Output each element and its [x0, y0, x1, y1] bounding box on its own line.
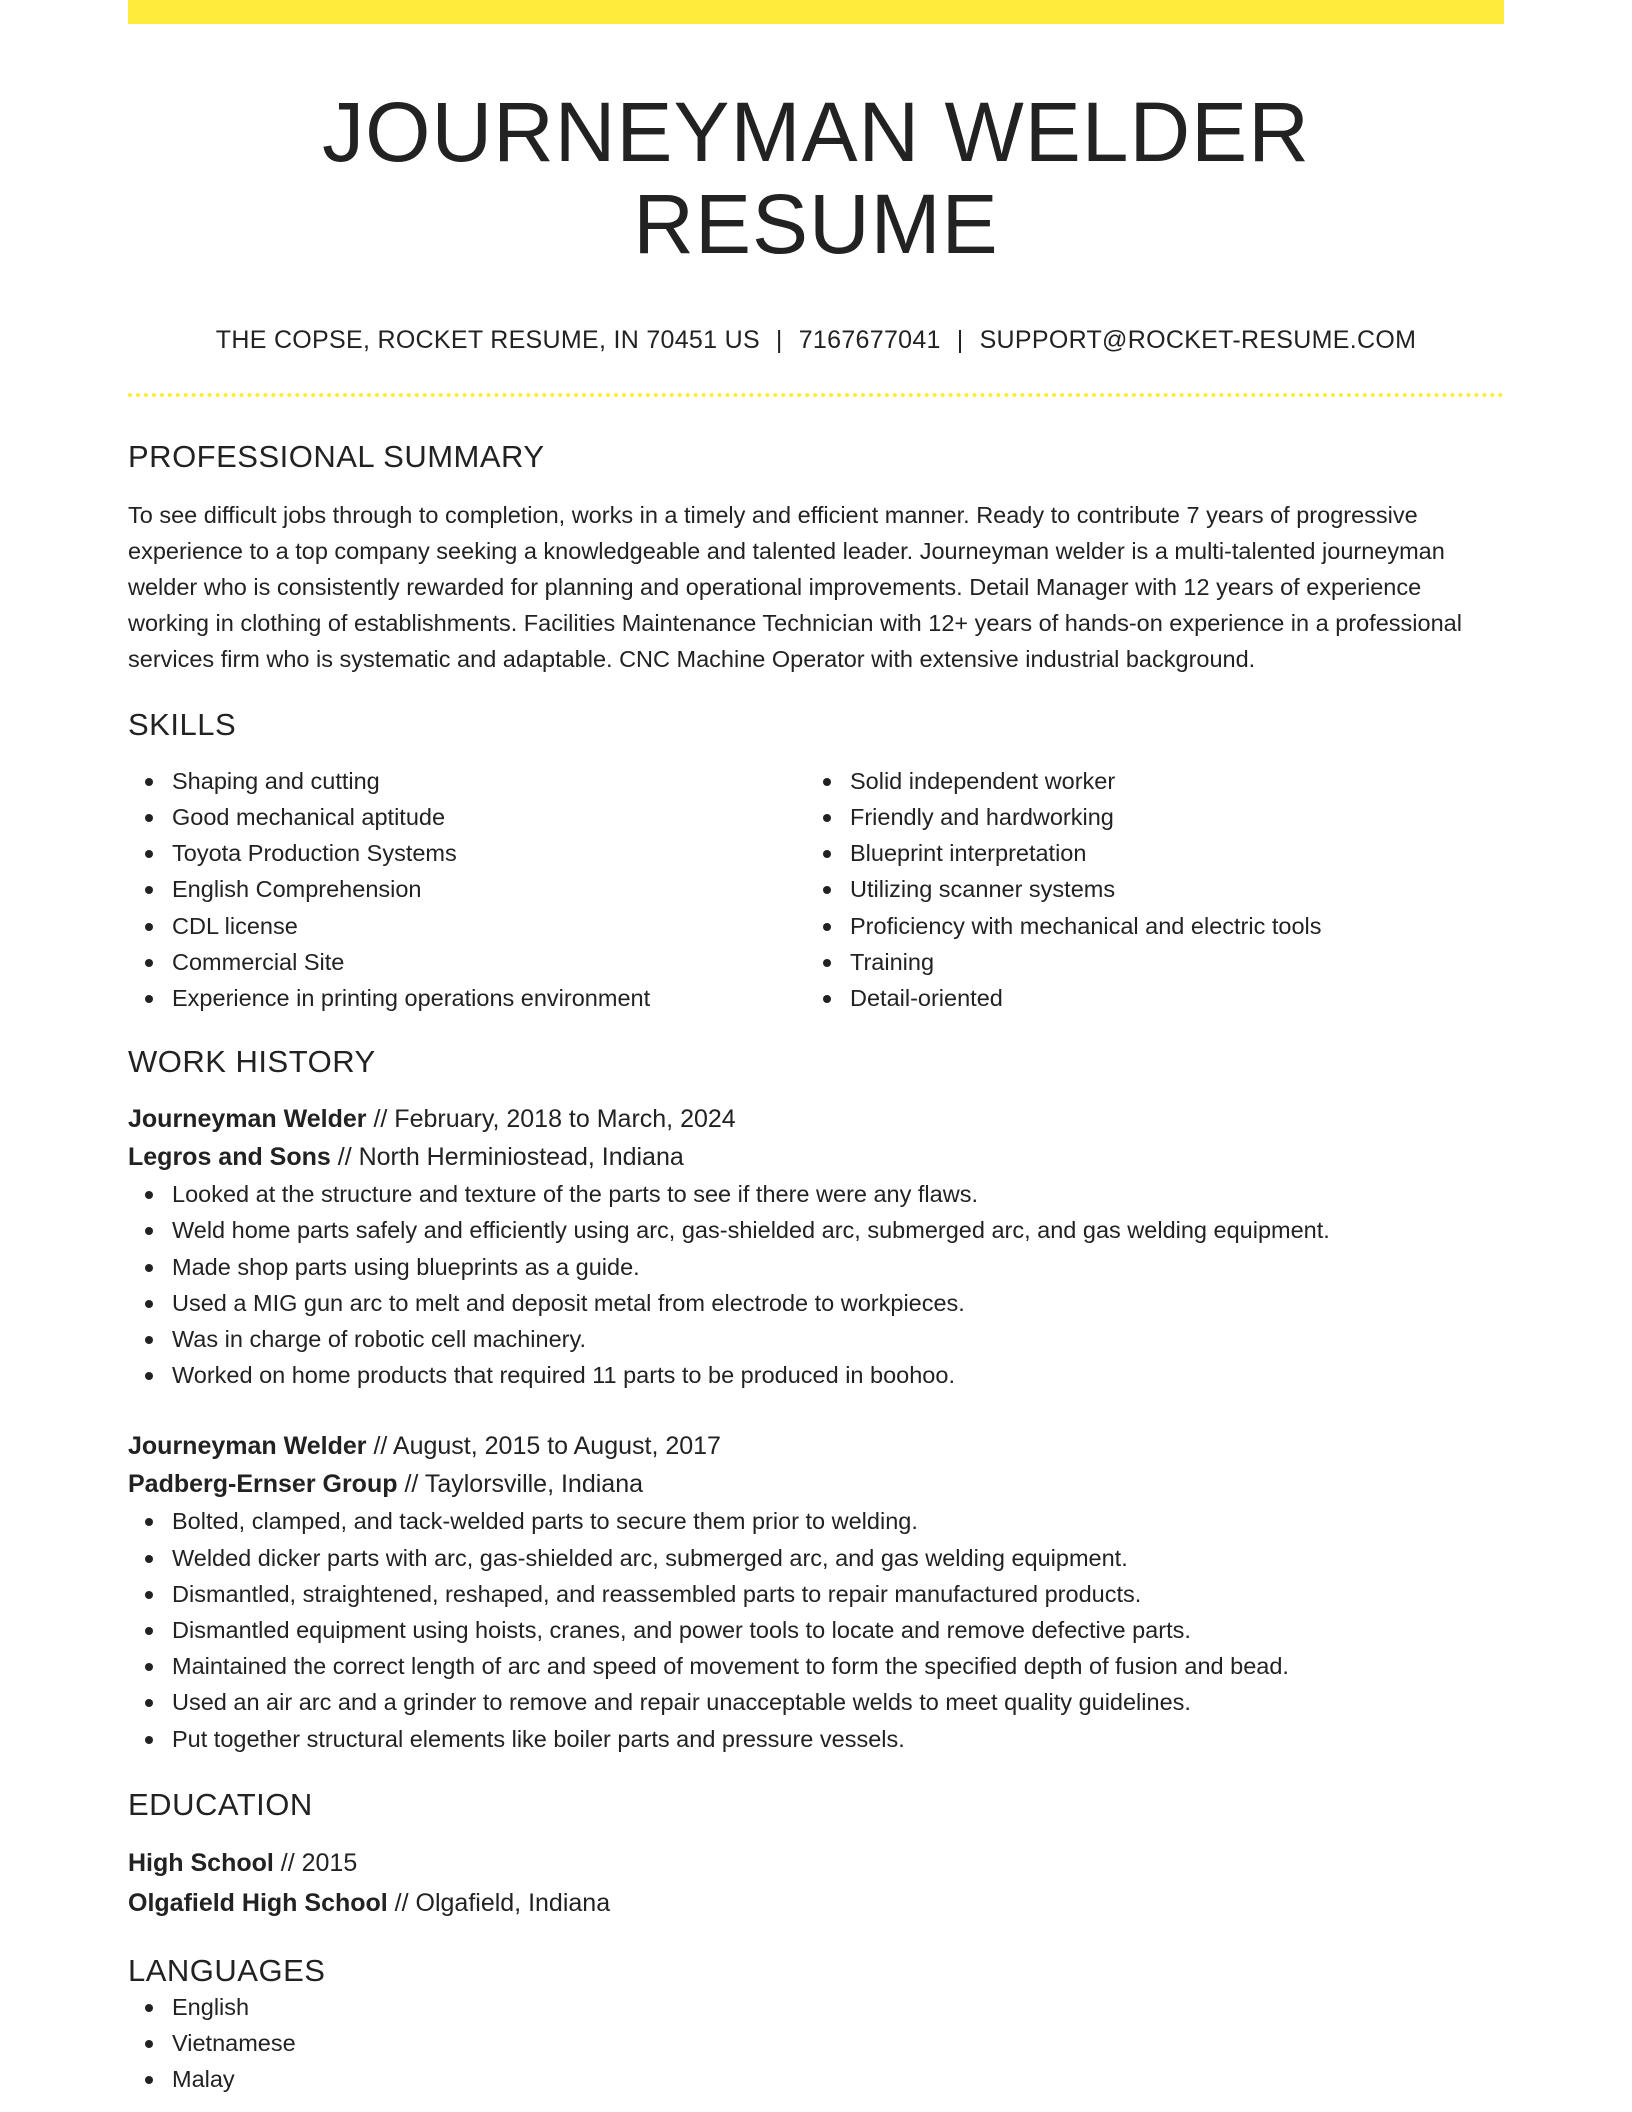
- work-history-heading: WORK HISTORY: [128, 1044, 376, 1080]
- job-duty: Weld home parts safely and efficiently using arc, gas-shielded arc, submerged arc, and gas welding equipment.: [128, 1212, 1504, 1248]
- contact-line: [128, 326, 1504, 355]
- job-company-line: [128, 1465, 1504, 1503]
- job-location: // Taylorsville, Indiana: [397, 1470, 643, 1499]
- skills-heading: SKILLS: [128, 706, 237, 742]
- skill-item: Solid independent worker: [806, 763, 1484, 799]
- education-school: Olgafield High School: [128, 1888, 388, 1917]
- job-title-line: [128, 1100, 1504, 1138]
- job-duty: Made shop parts using blueprints as a guide.: [128, 1249, 1504, 1285]
- skill-item: Experience in printing operations environment: [128, 980, 806, 1016]
- skills-column-left: [128, 763, 806, 1016]
- languages-heading: LANGUAGES: [128, 1952, 326, 1988]
- job-duty: Worked on home products that required 11 parts to be produced in boohoo.: [128, 1357, 1504, 1393]
- skill-item: Detail-oriented: [806, 980, 1484, 1016]
- language-item: Malay: [128, 2061, 1504, 2097]
- job-duty: Dismantled, straightened, reshaped, and reassembled parts to repair manufactured products.: [128, 1576, 1504, 1612]
- job-company: Legros and Sons: [128, 1143, 331, 1172]
- resume-title: JOURNEYMAN WELDER RESUME: [322, 85, 1310, 272]
- job-duty: Used a MIG gun arc to melt and deposit metal from electrode to workpieces.: [128, 1285, 1504, 1321]
- job-duty: Looked at the structure and texture of the parts to see if there were any flaws.: [128, 1176, 1504, 1212]
- contact-address: THE COPSE, ROCKET RESUME, IN 70451 US: [215, 325, 760, 354]
- job-header: [128, 1427, 1504, 1503]
- skill-item: Friendly and hardworking: [806, 799, 1484, 835]
- language-item: English: [128, 1989, 1504, 2025]
- job-duty: Dismantled equipment using hoists, cranes, and power tools to locate and remove defective parts.: [128, 1612, 1504, 1648]
- skill-item: Blueprint interpretation: [806, 835, 1484, 871]
- education-year: // 2015: [273, 1848, 358, 1877]
- skill-item: Training: [806, 944, 1484, 980]
- job-duty: Bolted, clamped, and tack-welded parts to secure them prior to welding.: [128, 1503, 1504, 1539]
- job-duty: Was in charge of robotic cell machinery.: [128, 1321, 1504, 1357]
- job-duty: Maintained the correct length of arc and speed of movement to form the specified depth of fusion and bead.: [128, 1648, 1504, 1684]
- contact-separator: |: [956, 325, 964, 354]
- skill-item: Commercial Site: [128, 944, 806, 980]
- skill-item: Good mechanical aptitude: [128, 799, 806, 835]
- contact-email[interactable]: SUPPORT@ROCKET-RESUME.COM: [979, 325, 1417, 354]
- education-heading: EDUCATION: [128, 1786, 313, 1822]
- language-item: Vietnamese: [128, 2025, 1504, 2061]
- summary-text: To see difficult jobs through to completion, works in a timely and efficient manner. Ready to contribute 7 years of progressive experience to a top company seeking a knowledgeable and talented leader. Journeyman welder is a multi-talented journeyman welder who is consistently rewarded for planning and operational improvements. Detail Manager with 12 years of experience working in clothing of establishments. Facilities Maintenance Technician with 12+ years of hands-on experience in a professional services firm who is systematic and adaptable. CNC Machine Operator with extensive industrial background.: [128, 501, 1462, 672]
- job-role: Journeyman Welder: [128, 1432, 367, 1461]
- skill-item: Utilizing scanner systems: [806, 871, 1484, 907]
- skills-list: [128, 763, 1504, 1016]
- job-dates: // August, 2015 to August, 2017: [366, 1432, 721, 1461]
- job-duties: [128, 1503, 1504, 1756]
- contact-separator: |: [775, 325, 783, 354]
- job-duty: Welded dicker parts with arc, gas-shielded arc, submerged arc, and gas welding equipment.: [128, 1540, 1504, 1576]
- contact-phone: 7167677041: [798, 325, 941, 354]
- skill-item: Shaping and cutting: [128, 763, 806, 799]
- education-degree: High School: [128, 1848, 274, 1877]
- accent-bar: [128, 0, 1504, 24]
- job-duty: Used an air arc and a grinder to remove and repair unacceptable welds to meet quality guidelines.: [128, 1684, 1504, 1720]
- education-degree-line: [128, 1843, 1504, 1883]
- job-dates: // February, 2018 to March, 2024: [366, 1105, 736, 1134]
- skill-item: English Comprehension: [128, 871, 806, 907]
- job-location: // North Herminiostead, Indiana: [330, 1143, 684, 1172]
- languages-list: [128, 1989, 1504, 2098]
- skills-column-right: [806, 763, 1484, 1016]
- header-divider: [128, 393, 1504, 397]
- summary-heading: PROFESSIONAL SUMMARY: [128, 438, 545, 474]
- job-company: Padberg-Ernser Group: [128, 1470, 398, 1499]
- job-company-line: [128, 1138, 1504, 1176]
- job-header: [128, 1100, 1504, 1176]
- job-duties: [128, 1176, 1504, 1393]
- skill-item: CDL license: [128, 908, 806, 944]
- skill-item: Toyota Production Systems: [128, 835, 806, 871]
- job-title-line: [128, 1427, 1504, 1465]
- skill-item: Proficiency with mechanical and electric tools: [806, 908, 1484, 944]
- education-entry: [128, 1843, 1504, 1923]
- job-role: Journeyman Welder: [128, 1105, 367, 1134]
- resume-page: [128, 0, 1504, 2097]
- education-school-line: [128, 1883, 1504, 1923]
- job-duty: Put together structural elements like boiler parts and pressure vessels.: [128, 1721, 1504, 1757]
- education-location: // Olgafield, Indiana: [387, 1888, 611, 1917]
